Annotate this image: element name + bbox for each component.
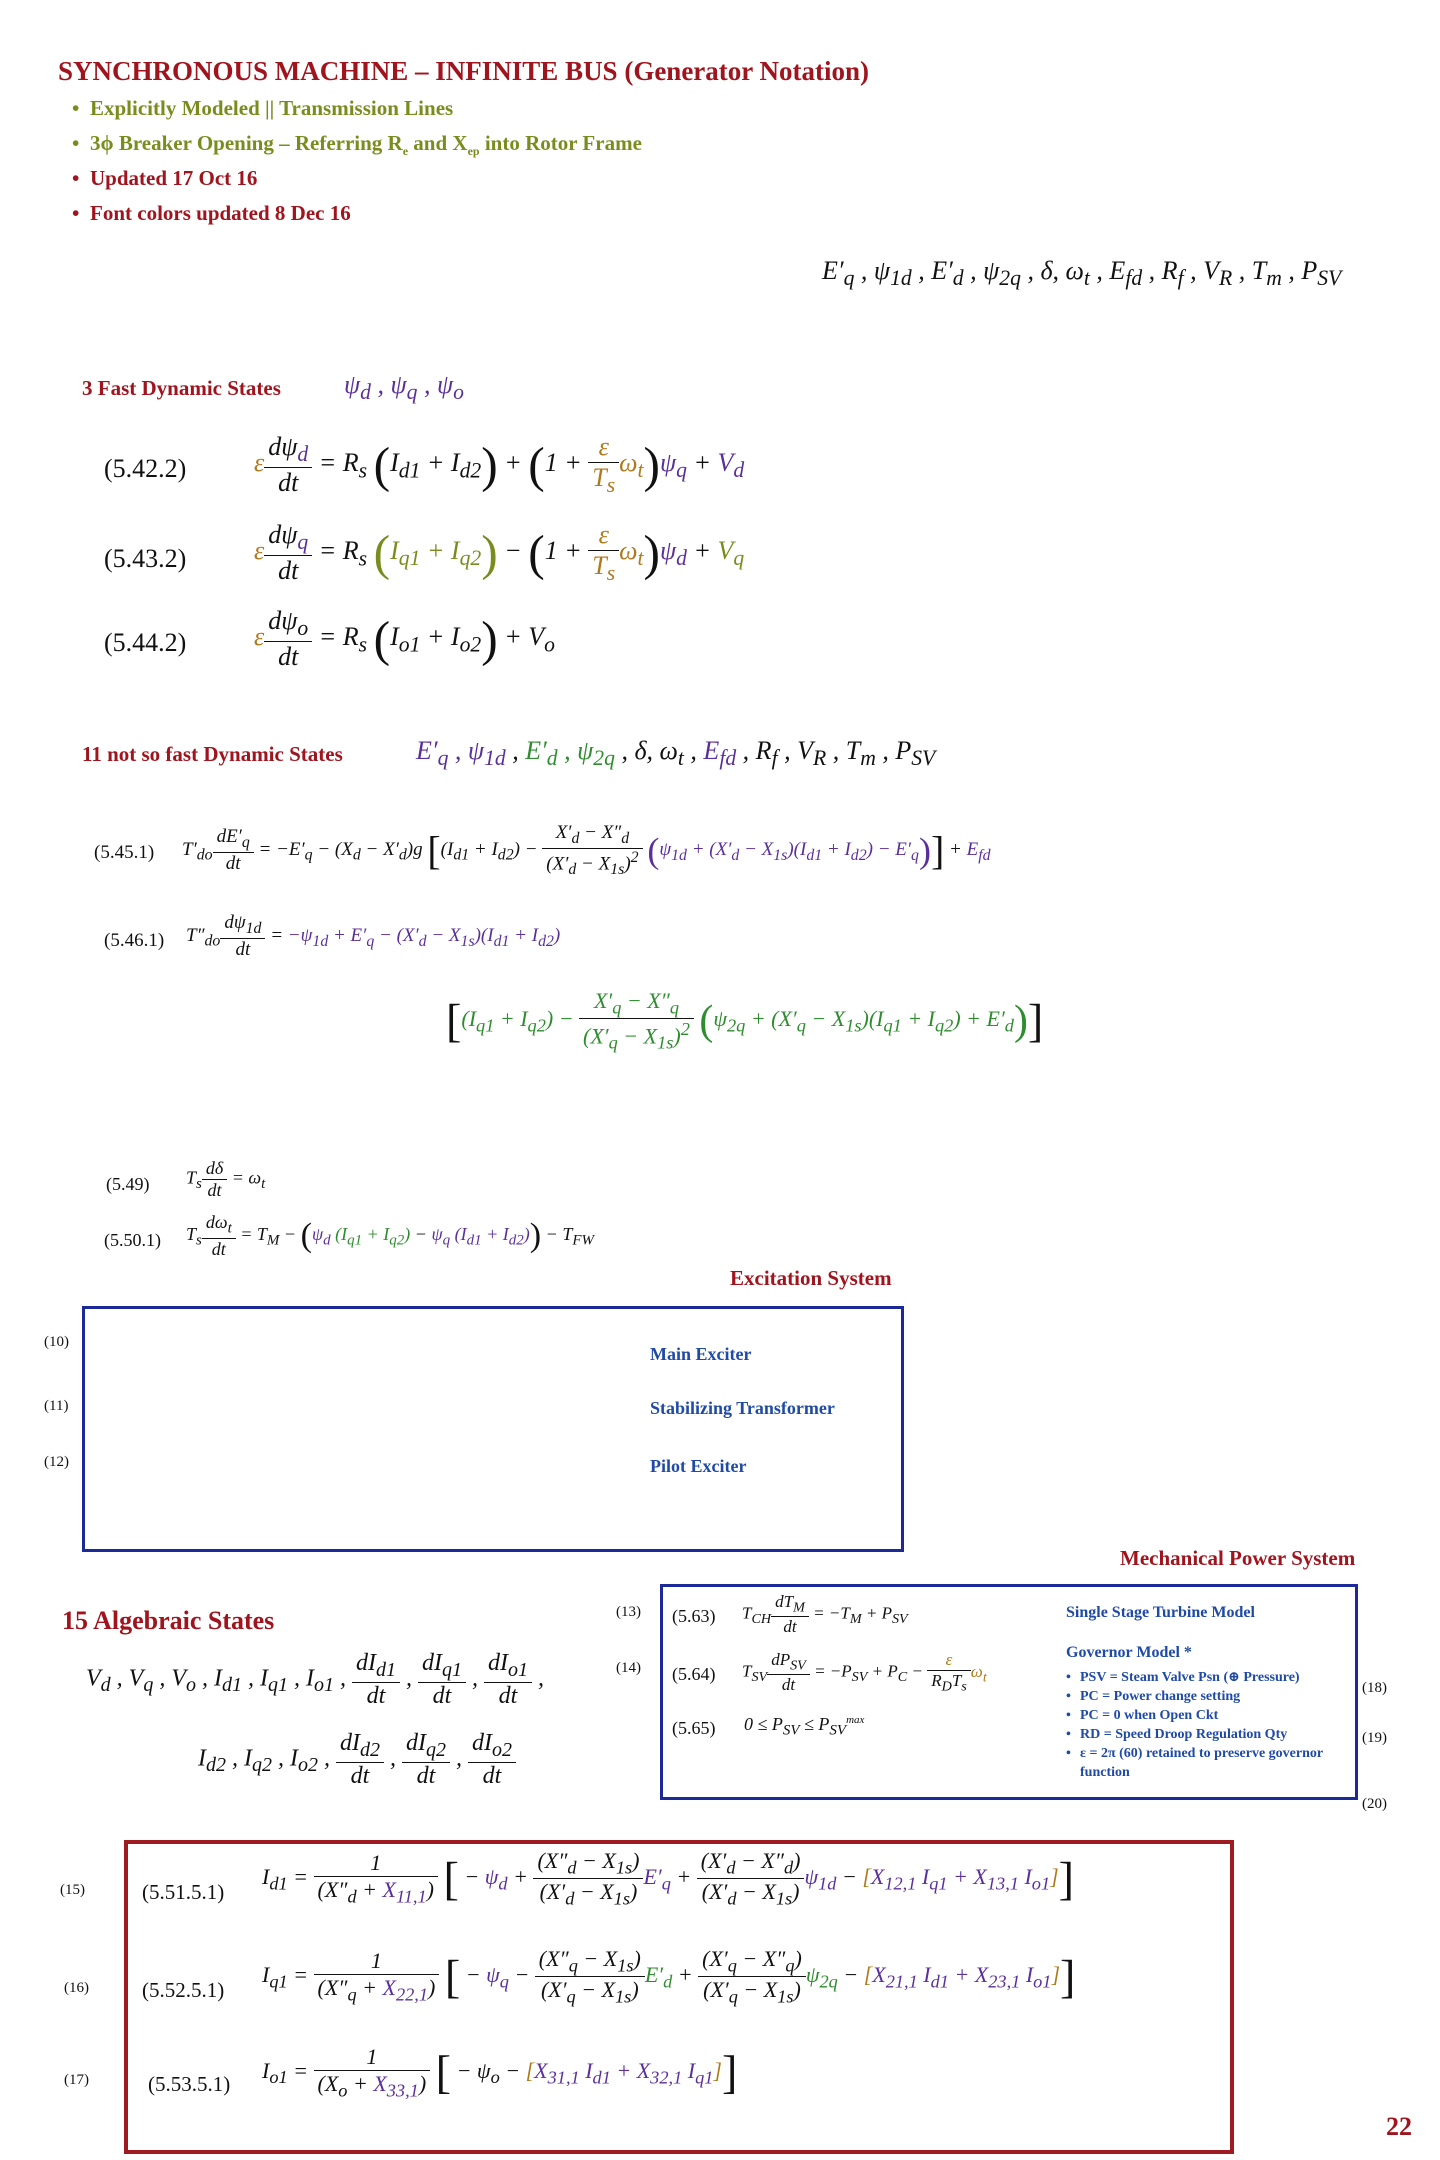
state-list-header: $E'_q$ , $\psi_{1d}$ , $E'_d$ , $\psi_{2q}$ , δ, $\omega_t$ , $E_{fd}$ , $R_f$ , $V_R$ , $T_m$ , $P_{SV}$ xyxy=(822,256,1342,291)
eq-5-65: $0 \le P_{SV} \le P_{SV}^{max}$ xyxy=(744,1714,865,1739)
governor-note: • PSV = Steam Valve Psn (⊕ Pressure) xyxy=(1066,1668,1346,1687)
mech-side-label-18: (18) xyxy=(1362,1680,1387,1696)
governor-note: • PC = Power change setting xyxy=(1066,1687,1346,1706)
eq-5-49: $T_s$ $\frac{d\delta}{dt}$ = $\omega_t$ xyxy=(186,1158,266,1200)
eq-label-5-64: (5.64) xyxy=(672,1664,716,1684)
eq-5-50-1: $T_s$ $\frac{d\omega_t}{dt}$ = $T_M - (\psi_d$ $(I_{q1} + I_{q2}) - \psi_q$ $(I_{d1} + I_{d2})) - T_{FW}$ xyxy=(186,1212,595,1259)
eq-5-51-5-1: $I_{d1}$ = $\frac{1}{(X''_d + X_{11,1})}$ [ − $\psi_d$ + $\frac{(X''_d - X_{1s})}{(X'_d - X_{1s})}$ $E'_q$ + $\frac{(X'_d - X''_d)}{(X'_d - X_{1s})}$ $\psi_{1d} - [X_{12,1}$ $I_{q1} + X_{13,1}$ $I_{o1}$]] xyxy=(262,1848,1075,1909)
eq-5-53-5-1: $I_{o1}$ = $\frac{1}{(X_o + X_{33,1})}$ [ − $\psi_o - [X_{31,1}$ $I_{d1} + X_{32,1}$ $I_{q1}$]] xyxy=(262,2044,738,2101)
slow-states-label: 11 not so fast Dynamic States xyxy=(82,742,343,766)
eq-5-43-2: ε $\frac{d\psi_q}{dt}$ = $R_s$ $(I_{q1} + I_{q2}) - (1$ + $\frac{\varepsilon}{T_s}$ $\omega_t)\psi_d + V_q$ xyxy=(254,520,745,586)
eq-label-5-65: (5.65) xyxy=(672,1718,716,1738)
mech-side-label-20: (20) xyxy=(1362,1796,1387,1812)
fast-states-vars: $\psi_d$ , $\psi_q$ , $\psi_o$ xyxy=(344,370,464,405)
excitation-row-label-11: (11) xyxy=(44,1398,69,1414)
excitation-title: Excitation System xyxy=(730,1266,892,1290)
page-number: 22 xyxy=(1386,2112,1412,2141)
fast-states-label: 3 Fast Dynamic States xyxy=(82,376,281,400)
eq-label-5-53-5-1: (5.53.5.1) xyxy=(148,2072,231,2096)
eq-label-5-42-2: (5.42.2) xyxy=(104,454,187,483)
bullet-4: • Font colors updated 8 Dec 16 xyxy=(90,201,351,226)
eq-label-5-43-2: (5.43.2) xyxy=(104,544,187,573)
eq-5-46-1: $T''_{do}$ $\frac{d\psi_{1d}}{dt}$ = $-\psi_{1d} + E'_q - (X'_d - X_{1s})(I_{d1} + I_{d2})$ xyxy=(186,912,561,960)
page-title: SYNCHRONOUS MACHINE – INFINITE BUS (Generator Notation) xyxy=(58,56,870,86)
eq-label-5-63: (5.63) xyxy=(672,1606,716,1626)
governor-note: • ε = 2π (60) retained to preserve governor function xyxy=(1066,1744,1346,1782)
turbine-model-label: Single Stage Turbine Model xyxy=(1066,1604,1255,1621)
algebraic-vars-2: $I_{d2}$ , $I_{q2}$ , $I_{o2}$ , $\frac{dI_{d2}}{dt}$ , $\frac{dI_{q2}}{dt}$ , $\frac{dI_{o2}}{dt}$ xyxy=(198,1730,516,1790)
eq-5-42-2: ε $\frac{d\psi_d}{dt}$ = $R_s$ $(I_{d1} + I_{d2}) + (1$ + $\frac{\varepsilon}{T_s}$ $\omega_t)\psi_q + V_d$ xyxy=(254,432,745,498)
bullet-2: • 3ϕ Breaker Opening – Referring $R_e$ and $X_{ep}$ into Rotor Frame xyxy=(90,131,642,159)
eq-5-46-1-cont: [$(I_{q1} + I_{q2})$ − $\frac{X'_q - X''_q}{(X'_q - X_{1s})^2}$ $(\psi_{2q} + (X'_q - X_{1s})(I_{q1} + I_{q2}) + E'_d)$] xyxy=(446,988,1044,1054)
algebraic-title: 15 Algebraic States xyxy=(62,1606,275,1635)
eq-5-64: $T_{SV}$ $\frac{dP_{SV}}{dt}$ = $-P_{SV} + P_C$ − $\frac{\varepsilon}{R_DT_s}$ $\omega_t$ xyxy=(742,1650,987,1695)
excitation-box xyxy=(82,1306,904,1552)
eq-label-5-52-5-1: (5.52.5.1) xyxy=(142,1978,225,2002)
eq-5-45-1: $T'_{do}$ $\frac{dE'_q}{dt}$ = $-E'_q - (X_d - X'_d)g$ [$(I_{d1} + I_{d2})$ − $\frac{X'_d - X''_d}{(X'_d - X_{1s})^2}$ $(\psi_{1d} + (X'_d - X_{1s})(I_{d1} + I_{d2}) - E'_q)] + E_{fd}$ xyxy=(182,822,991,878)
alg-row-label-16: (16) xyxy=(64,1980,89,1996)
eq-label-5-51-5-1: (5.51.5.1) xyxy=(142,1880,225,1904)
pilot-exciter-label: Pilot Exciter xyxy=(650,1456,747,1476)
eq-label-5-50-1: (5.50.1) xyxy=(104,1230,161,1250)
governor-note: • RD = Speed Droop Regulation Qty xyxy=(1066,1725,1346,1744)
bullet-1: • Explicitly Modeled || Transmission Lines xyxy=(90,96,453,121)
main-exciter-label: Main Exciter xyxy=(650,1344,752,1364)
alg-row-label-15: (15) xyxy=(60,1882,85,1898)
bullet-3: • Updated 17 Oct 16 xyxy=(90,166,257,191)
excitation-row-label-12: (12) xyxy=(44,1454,69,1470)
mech-row-label-13: (13) xyxy=(616,1604,641,1620)
eq-5-52-5-1: $I_{q1}$ = $\frac{1}{(X''_q + X_{22,1})}$ [ − $\psi_q$ − $\frac{(X''_q - X_{1s})}{(X'_q - X_{1s})}$ $E'_d$ + $\frac{(X'_q - X''_q)}{(X'_q - X_{1s})}$ $\psi_{2q} - [X_{21,1}$ $I_{d1} + X_{23,1}$ $I_{o1}$]] xyxy=(262,1946,1076,2007)
eq-5-44-2: ε $\frac{d\psi_o}{dt}$ = $R_s$ $(I_{o1} + I_{o2}) + V_o$ xyxy=(254,606,555,672)
eq-label-5-44-2: (5.44.2) xyxy=(104,628,187,657)
excitation-row-label-10: (10) xyxy=(44,1334,69,1350)
eq-label-5-45-1: (5.45.1) xyxy=(94,842,155,863)
mechanical-title: Mechanical Power System xyxy=(1120,1546,1356,1570)
stabilizing-transformer-label: Stabilizing Transformer xyxy=(650,1398,835,1418)
governor-model-label: Governor Model * xyxy=(1066,1644,1192,1661)
eq-label-5-49: (5.49) xyxy=(106,1174,150,1194)
alg-row-label-17: (17) xyxy=(64,2072,89,2088)
mech-row-label-14: (14) xyxy=(616,1660,641,1676)
eq-label-5-46-1: (5.46.1) xyxy=(104,930,165,951)
mech-side-label-19: (19) xyxy=(1362,1730,1387,1746)
eq-5-63: $T_{CH}$ $\frac{dT_M}{dt}$ = $-T_M + P_{SV}$ xyxy=(742,1592,908,1637)
slow-states-vars: $E'_q$ , $\psi_{1d}$ , $E'_d$ , $\psi_{2q}$ , δ, $\omega_t$ , $E_{fd}$ , $R_f$ , $V_R$ , $T_m$ , $P_{SV}$ xyxy=(416,736,936,771)
governor-note: • PC = 0 when Open Ckt xyxy=(1066,1706,1346,1725)
algebraic-vars-1: $V_d$ , $V_q$ , $V_o$ , $I_{d1}$ , $I_{q1}$ , $I_{o1}$ , $\frac{dI_{d1}}{dt}$ , $\frac{dI_{q1}}{dt}$ , $\frac{dI_{o1}}{dt}$ , xyxy=(86,1650,545,1709)
governor-notes xyxy=(1066,1668,1346,1782)
